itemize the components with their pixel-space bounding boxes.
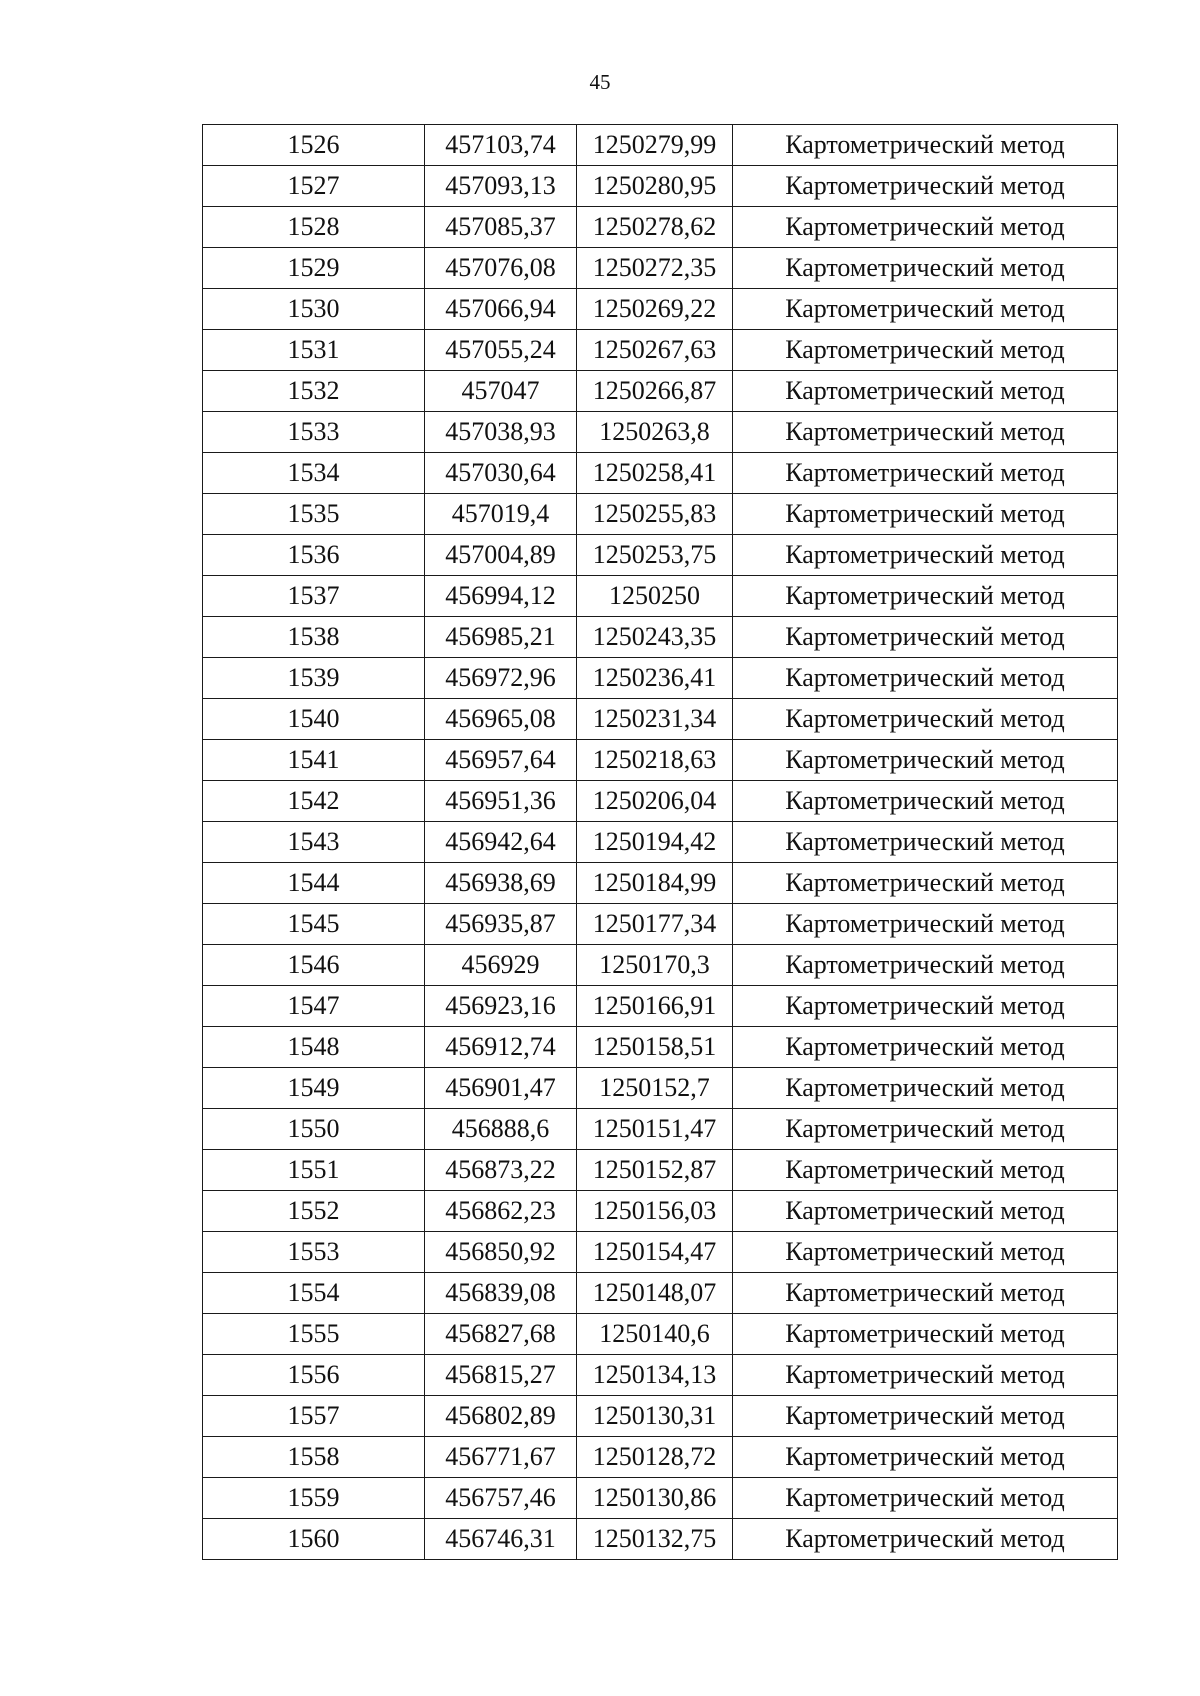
- y-coordinate-cell: 1250132,75: [577, 1519, 733, 1560]
- point-number-cell: 1540: [203, 699, 425, 740]
- table-row: [203, 125, 1118, 166]
- table-row: [203, 1232, 1118, 1273]
- method-cell: Картометрический метод: [733, 1150, 1118, 1191]
- table-row: [203, 699, 1118, 740]
- y-coordinate-cell: 1250272,35: [577, 248, 733, 289]
- method-cell: Картометрический метод: [733, 125, 1118, 166]
- method-cell: Картометрический метод: [733, 453, 1118, 494]
- point-number-cell: 1541: [203, 740, 425, 781]
- table-row: [203, 945, 1118, 986]
- x-coordinate-cell: 456827,68: [425, 1314, 577, 1355]
- point-number-cell: 1531: [203, 330, 425, 371]
- table-row: [203, 248, 1118, 289]
- point-number-cell: 1549: [203, 1068, 425, 1109]
- x-coordinate-cell: 456839,08: [425, 1273, 577, 1314]
- point-number-cell: 1546: [203, 945, 425, 986]
- coordinates-table-body: [203, 125, 1118, 1560]
- point-number-cell: 1526: [203, 125, 425, 166]
- table-row: [203, 453, 1118, 494]
- method-cell: Картометрический метод: [733, 1068, 1118, 1109]
- point-number-cell: 1555: [203, 1314, 425, 1355]
- method-cell: Картометрический метод: [733, 1109, 1118, 1150]
- method-cell: Картометрический метод: [733, 1396, 1118, 1437]
- y-coordinate-cell: 1250156,03: [577, 1191, 733, 1232]
- method-cell: Картометрический метод: [733, 986, 1118, 1027]
- x-coordinate-cell: 456850,92: [425, 1232, 577, 1273]
- method-cell: Картометрический метод: [733, 330, 1118, 371]
- x-coordinate-cell: 457047: [425, 371, 577, 412]
- x-coordinate-cell: 456994,12: [425, 576, 577, 617]
- y-coordinate-cell: 1250218,63: [577, 740, 733, 781]
- point-number-cell: 1548: [203, 1027, 425, 1068]
- y-coordinate-cell: 1250194,42: [577, 822, 733, 863]
- point-number-cell: 1556: [203, 1355, 425, 1396]
- y-coordinate-cell: 1250177,34: [577, 904, 733, 945]
- point-number-cell: 1533: [203, 412, 425, 453]
- table-row: [203, 1355, 1118, 1396]
- x-coordinate-cell: 457038,93: [425, 412, 577, 453]
- point-number-cell: 1557: [203, 1396, 425, 1437]
- method-cell: Картометрический метод: [733, 289, 1118, 330]
- method-cell: Картометрический метод: [733, 207, 1118, 248]
- table-row: [203, 1396, 1118, 1437]
- point-number-cell: 1553: [203, 1232, 425, 1273]
- x-coordinate-cell: 456901,47: [425, 1068, 577, 1109]
- page-number: 45: [589, 70, 611, 94]
- y-coordinate-cell: 1250151,47: [577, 1109, 733, 1150]
- method-cell: Картометрический метод: [733, 863, 1118, 904]
- method-cell: Картометрический метод: [733, 1437, 1118, 1478]
- x-coordinate-cell: 457103,74: [425, 125, 577, 166]
- point-number-cell: 1543: [203, 822, 425, 863]
- table-row: [203, 330, 1118, 371]
- point-number-cell: 1535: [203, 494, 425, 535]
- method-cell: Картометрический метод: [733, 781, 1118, 822]
- table-row: [203, 1478, 1118, 1519]
- method-cell: Картометрический метод: [733, 248, 1118, 289]
- y-coordinate-cell: 1250258,41: [577, 453, 733, 494]
- y-coordinate-cell: 1250280,95: [577, 166, 733, 207]
- y-coordinate-cell: 1250236,41: [577, 658, 733, 699]
- point-number-cell: 1559: [203, 1478, 425, 1519]
- coordinates-table: [202, 124, 1118, 1560]
- method-cell: Картометрический метод: [733, 740, 1118, 781]
- x-coordinate-cell: 456771,67: [425, 1437, 577, 1478]
- x-coordinate-cell: 457093,13: [425, 166, 577, 207]
- y-coordinate-cell: 1250263,8: [577, 412, 733, 453]
- method-cell: Картометрический метод: [733, 904, 1118, 945]
- table-row: [203, 781, 1118, 822]
- table-row: [203, 1068, 1118, 1109]
- table-row: [203, 494, 1118, 535]
- y-coordinate-cell: 1250267,63: [577, 330, 733, 371]
- point-number-cell: 1537: [203, 576, 425, 617]
- x-coordinate-cell: 456985,21: [425, 617, 577, 658]
- y-coordinate-cell: 1250231,34: [577, 699, 733, 740]
- table-row: [203, 658, 1118, 699]
- y-coordinate-cell: 1250148,07: [577, 1273, 733, 1314]
- table-row: [203, 371, 1118, 412]
- x-coordinate-cell: 457004,89: [425, 535, 577, 576]
- y-coordinate-cell: 1250243,35: [577, 617, 733, 658]
- y-coordinate-cell: 1250184,99: [577, 863, 733, 904]
- table-row: [203, 986, 1118, 1027]
- y-coordinate-cell: 1250170,3: [577, 945, 733, 986]
- table-row: [203, 1273, 1118, 1314]
- method-cell: Картометрический метод: [733, 535, 1118, 576]
- y-coordinate-cell: 1250128,72: [577, 1437, 733, 1478]
- y-coordinate-cell: 1250154,47: [577, 1232, 733, 1273]
- method-cell: Картометрический метод: [733, 1519, 1118, 1560]
- y-coordinate-cell: 1250140,6: [577, 1314, 733, 1355]
- table-row: [203, 1150, 1118, 1191]
- y-coordinate-cell: 1250130,86: [577, 1478, 733, 1519]
- x-coordinate-cell: 456802,89: [425, 1396, 577, 1437]
- table-row: [203, 1314, 1118, 1355]
- table-row: [203, 1437, 1118, 1478]
- x-coordinate-cell: 456951,36: [425, 781, 577, 822]
- table-row: [203, 904, 1118, 945]
- point-number-cell: 1536: [203, 535, 425, 576]
- table-row: [203, 740, 1118, 781]
- y-coordinate-cell: 1250152,7: [577, 1068, 733, 1109]
- point-number-cell: 1527: [203, 166, 425, 207]
- x-coordinate-cell: 456935,87: [425, 904, 577, 945]
- x-coordinate-cell: 456862,23: [425, 1191, 577, 1232]
- y-coordinate-cell: 1250250: [577, 576, 733, 617]
- y-coordinate-cell: 1250158,51: [577, 1027, 733, 1068]
- point-number-cell: 1551: [203, 1150, 425, 1191]
- method-cell: Картометрический метод: [733, 1232, 1118, 1273]
- method-cell: Картометрический метод: [733, 412, 1118, 453]
- point-number-cell: 1554: [203, 1273, 425, 1314]
- method-cell: Картометрический метод: [733, 1273, 1118, 1314]
- table-row: [203, 1109, 1118, 1150]
- y-coordinate-cell: 1250253,75: [577, 535, 733, 576]
- table-row: [203, 166, 1118, 207]
- table-row: [203, 1519, 1118, 1560]
- x-coordinate-cell: 457085,37: [425, 207, 577, 248]
- point-number-cell: 1545: [203, 904, 425, 945]
- method-cell: Картометрический метод: [733, 1191, 1118, 1232]
- table-row: [203, 207, 1118, 248]
- table-row: [203, 617, 1118, 658]
- y-coordinate-cell: 1250269,22: [577, 289, 733, 330]
- table-row: [203, 412, 1118, 453]
- x-coordinate-cell: 456972,96: [425, 658, 577, 699]
- table-row: [203, 1191, 1118, 1232]
- point-number-cell: 1560: [203, 1519, 425, 1560]
- y-coordinate-cell: 1250206,04: [577, 781, 733, 822]
- table-row: [203, 576, 1118, 617]
- x-coordinate-cell: 457076,08: [425, 248, 577, 289]
- method-cell: Картометрический метод: [733, 658, 1118, 699]
- method-cell: Картометрический метод: [733, 822, 1118, 863]
- method-cell: Картометрический метод: [733, 166, 1118, 207]
- y-coordinate-cell: 1250134,13: [577, 1355, 733, 1396]
- table-row: [203, 1027, 1118, 1068]
- method-cell: Картометрический метод: [733, 1478, 1118, 1519]
- table-row: [203, 863, 1118, 904]
- x-coordinate-cell: 456923,16: [425, 986, 577, 1027]
- point-number-cell: 1539: [203, 658, 425, 699]
- x-coordinate-cell: 457066,94: [425, 289, 577, 330]
- x-coordinate-cell: 456957,64: [425, 740, 577, 781]
- point-number-cell: 1542: [203, 781, 425, 822]
- method-cell: Картометрический метод: [733, 617, 1118, 658]
- x-coordinate-cell: 456888,6: [425, 1109, 577, 1150]
- x-coordinate-cell: 456757,46: [425, 1478, 577, 1519]
- table-row: [203, 822, 1118, 863]
- y-coordinate-cell: 1250166,91: [577, 986, 733, 1027]
- point-number-cell: 1547: [203, 986, 425, 1027]
- x-coordinate-cell: 456929: [425, 945, 577, 986]
- x-coordinate-cell: 456912,74: [425, 1027, 577, 1068]
- method-cell: Картометрический метод: [733, 1355, 1118, 1396]
- x-coordinate-cell: 457030,64: [425, 453, 577, 494]
- method-cell: Картометрический метод: [733, 1027, 1118, 1068]
- x-coordinate-cell: 456873,22: [425, 1150, 577, 1191]
- point-number-cell: 1530: [203, 289, 425, 330]
- x-coordinate-cell: 457055,24: [425, 330, 577, 371]
- point-number-cell: 1544: [203, 863, 425, 904]
- method-cell: Картометрический метод: [733, 494, 1118, 535]
- point-number-cell: 1529: [203, 248, 425, 289]
- method-cell: Картометрический метод: [733, 699, 1118, 740]
- table-row: [203, 535, 1118, 576]
- point-number-cell: 1550: [203, 1109, 425, 1150]
- point-number-cell: 1552: [203, 1191, 425, 1232]
- y-coordinate-cell: 1250278,62: [577, 207, 733, 248]
- method-cell: Картометрический метод: [733, 945, 1118, 986]
- x-coordinate-cell: 456746,31: [425, 1519, 577, 1560]
- x-coordinate-cell: 456938,69: [425, 863, 577, 904]
- table-row: [203, 289, 1118, 330]
- point-number-cell: 1532: [203, 371, 425, 412]
- y-coordinate-cell: 1250266,87: [577, 371, 733, 412]
- point-number-cell: 1558: [203, 1437, 425, 1478]
- x-coordinate-cell: 456965,08: [425, 699, 577, 740]
- x-coordinate-cell: 456942,64: [425, 822, 577, 863]
- method-cell: Картометрический метод: [733, 576, 1118, 617]
- y-coordinate-cell: 1250130,31: [577, 1396, 733, 1437]
- point-number-cell: 1538: [203, 617, 425, 658]
- x-coordinate-cell: 457019,4: [425, 494, 577, 535]
- y-coordinate-cell: 1250255,83: [577, 494, 733, 535]
- point-number-cell: 1528: [203, 207, 425, 248]
- method-cell: Картометрический метод: [733, 1314, 1118, 1355]
- x-coordinate-cell: 456815,27: [425, 1355, 577, 1396]
- point-number-cell: 1534: [203, 453, 425, 494]
- y-coordinate-cell: 1250279,99: [577, 125, 733, 166]
- method-cell: Картометрический метод: [733, 371, 1118, 412]
- y-coordinate-cell: 1250152,87: [577, 1150, 733, 1191]
